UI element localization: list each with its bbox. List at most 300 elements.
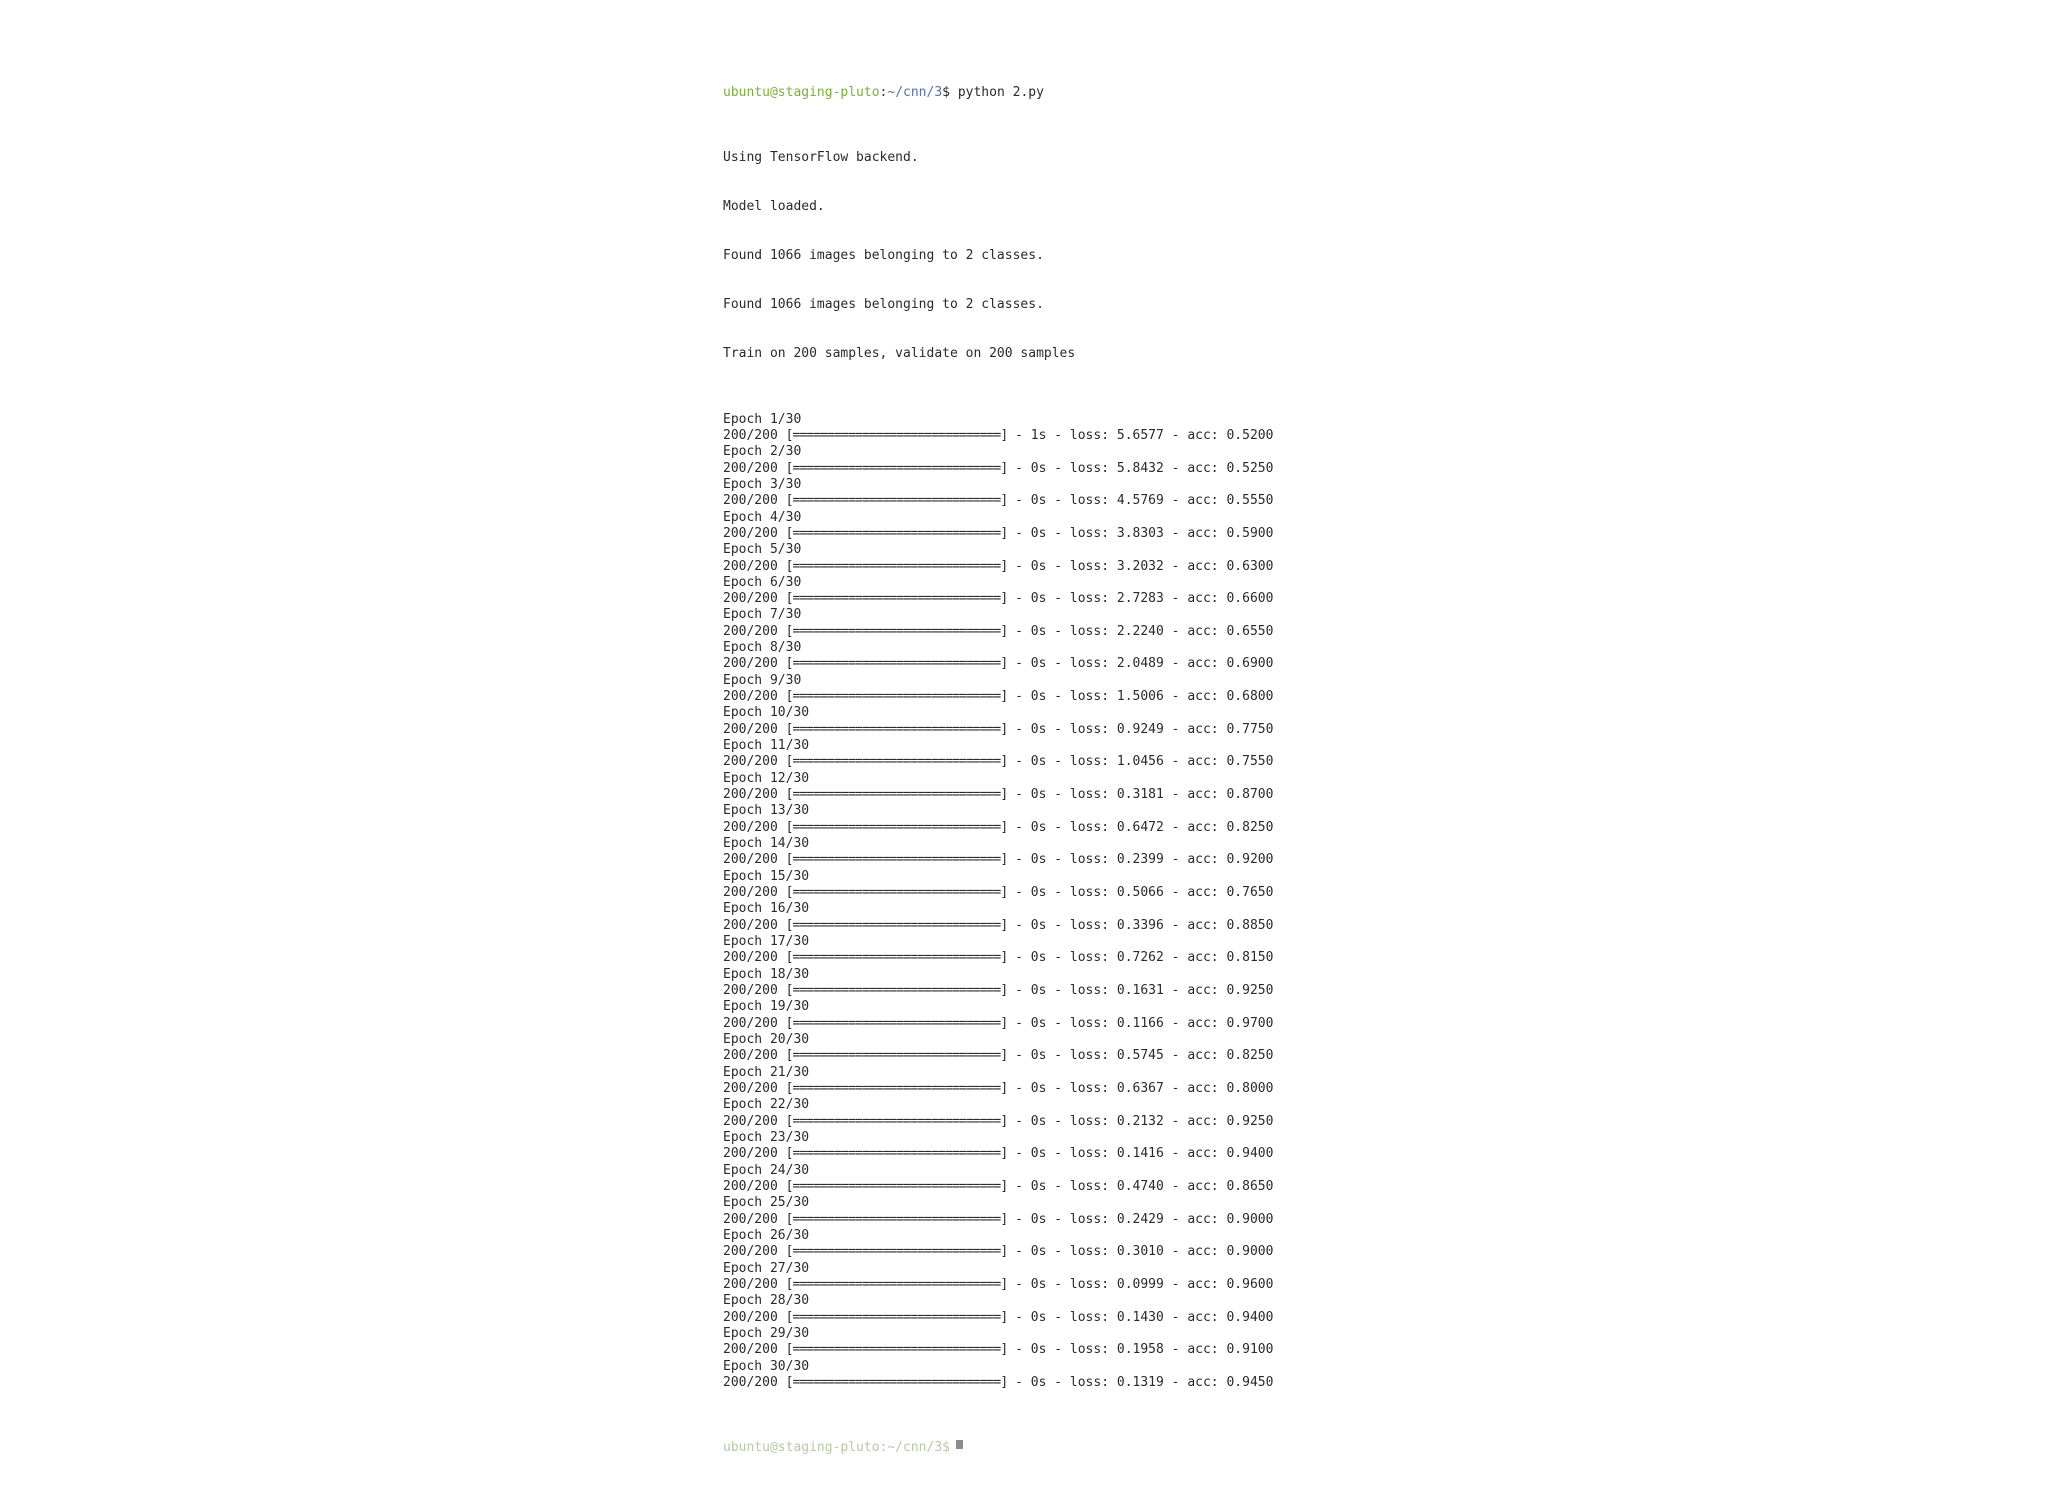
separator-dash: - bbox=[1054, 950, 1063, 966]
separator-dash: - bbox=[1015, 721, 1023, 737]
separator-dash: - bbox=[1054, 1276, 1063, 1292]
separator-dash: - bbox=[1171, 525, 1180, 541]
loss-value: 1.5006 bbox=[1116, 689, 1164, 705]
separator-dash: - bbox=[1015, 1276, 1023, 1292]
cursor-icon bbox=[956, 1440, 963, 1449]
separator-dash: - bbox=[1054, 852, 1063, 868]
separator-dash: - bbox=[1015, 525, 1023, 541]
prompt-command: python 2.py bbox=[957, 84, 1044, 100]
acc-value: 0.6900 bbox=[1226, 656, 1274, 672]
epoch-time: 0s bbox=[1030, 917, 1047, 933]
separator-dash: - bbox=[1015, 950, 1023, 966]
progress-bar: [==============================] bbox=[785, 1244, 1008, 1260]
epoch-header: Epoch 9/30 bbox=[723, 672, 802, 688]
acc-label: acc: bbox=[1187, 1113, 1219, 1129]
acc-value: 0.5550 bbox=[1226, 493, 1274, 509]
epoch-time: 0s bbox=[1030, 1113, 1047, 1129]
loss-label: loss: bbox=[1069, 1048, 1110, 1064]
loss-value: 0.3181 bbox=[1116, 787, 1164, 803]
acc-label: acc: bbox=[1187, 1211, 1219, 1227]
loss-label: loss: bbox=[1069, 852, 1110, 868]
epoch-log bbox=[723, 412, 1363, 1392]
acc-value: 0.6600 bbox=[1226, 591, 1274, 607]
acc-label: acc: bbox=[1187, 656, 1219, 672]
epoch-samples: 200/200 bbox=[723, 1309, 778, 1325]
loss-value: 0.2429 bbox=[1116, 1211, 1164, 1227]
acc-label: acc: bbox=[1187, 885, 1219, 901]
acc-value: 0.8250 bbox=[1226, 1048, 1274, 1064]
separator-dash: - bbox=[1054, 427, 1063, 443]
loss-value: 4.5769 bbox=[1116, 493, 1164, 509]
epoch-result bbox=[723, 1114, 1363, 1130]
acc-value: 0.9000 bbox=[1226, 1244, 1274, 1260]
epoch-header: Epoch 14/30 bbox=[723, 836, 810, 852]
separator-dash: - bbox=[1171, 1178, 1180, 1194]
progress-bar: [==============================] bbox=[785, 1015, 1008, 1031]
separator-dash: - bbox=[1054, 558, 1063, 574]
epoch-result bbox=[723, 1277, 1363, 1293]
epoch-samples: 200/200 bbox=[723, 983, 778, 999]
acc-value: 0.9100 bbox=[1226, 1342, 1274, 1358]
loss-label: loss: bbox=[1069, 1374, 1110, 1390]
separator-dash: - bbox=[1054, 591, 1063, 607]
progress-bar: [==============================] bbox=[785, 787, 1008, 803]
separator-dash: - bbox=[1015, 1342, 1023, 1358]
loss-value: 0.3396 bbox=[1116, 917, 1164, 933]
loss-label: loss: bbox=[1069, 1081, 1110, 1096]
epoch-result bbox=[723, 591, 1363, 607]
acc-label: acc: bbox=[1187, 983, 1219, 999]
loss-label: loss: bbox=[1069, 460, 1110, 476]
acc-label: acc: bbox=[1187, 558, 1219, 574]
epoch-result bbox=[723, 1375, 1363, 1391]
separator-dash: - bbox=[1015, 591, 1023, 607]
epoch-result bbox=[723, 689, 1363, 705]
epoch-time: 0s bbox=[1030, 558, 1047, 574]
epoch-samples: 200/200 bbox=[723, 623, 778, 639]
epoch-header: Epoch 11/30 bbox=[723, 738, 810, 754]
loss-label: loss: bbox=[1069, 917, 1110, 933]
loss-value: 3.8303 bbox=[1116, 525, 1164, 541]
epoch-samples: 200/200 bbox=[723, 493, 778, 509]
progress-bar: [==============================] bbox=[785, 819, 1008, 835]
acc-label: acc: bbox=[1187, 1178, 1219, 1194]
epoch-samples: 200/200 bbox=[723, 689, 778, 705]
progress-bar: [==============================] bbox=[785, 1211, 1008, 1227]
loss-value: 0.6472 bbox=[1116, 819, 1164, 835]
loss-value: 0.1430 bbox=[1116, 1309, 1164, 1325]
epoch-time: 0s bbox=[1030, 460, 1047, 476]
epoch-samples: 200/200 bbox=[723, 1081, 778, 1096]
separator-dash: - bbox=[1054, 656, 1063, 672]
separator-dash: - bbox=[1054, 1374, 1063, 1390]
epoch-header: Epoch 19/30 bbox=[723, 999, 810, 1015]
separator-dash: - bbox=[1015, 493, 1023, 509]
loss-label: loss: bbox=[1069, 1113, 1110, 1129]
separator-dash: - bbox=[1171, 493, 1180, 509]
acc-label: acc: bbox=[1187, 721, 1219, 737]
epoch-samples: 200/200 bbox=[723, 917, 778, 933]
acc-label: acc: bbox=[1187, 1146, 1219, 1162]
loss-value: 0.5745 bbox=[1116, 1048, 1164, 1064]
epoch-result bbox=[723, 461, 1363, 477]
progress-bar: [==============================] bbox=[785, 950, 1008, 966]
epoch-header: Epoch 4/30 bbox=[723, 509, 802, 525]
loss-label: loss: bbox=[1069, 427, 1110, 443]
epoch-header: Epoch 21/30 bbox=[723, 1064, 810, 1080]
loss-label: loss: bbox=[1069, 983, 1110, 999]
loss-label: loss: bbox=[1069, 1276, 1110, 1292]
separator-dash: - bbox=[1015, 1113, 1023, 1129]
loss-value: 0.5066 bbox=[1116, 885, 1164, 901]
separator-dash: - bbox=[1054, 623, 1063, 639]
output-line: Using TensorFlow backend. bbox=[723, 150, 919, 166]
progress-bar: [==============================] bbox=[785, 917, 1008, 933]
acc-label: acc: bbox=[1187, 917, 1219, 933]
loss-value: 0.9249 bbox=[1116, 721, 1164, 737]
separator-dash: - bbox=[1015, 1015, 1023, 1031]
loss-value: 0.1631 bbox=[1116, 983, 1164, 999]
acc-value: 0.9250 bbox=[1226, 1113, 1274, 1129]
epoch-time: 0s bbox=[1030, 1015, 1047, 1031]
epoch-samples: 200/200 bbox=[723, 819, 778, 835]
acc-value: 0.7750 bbox=[1226, 721, 1274, 737]
loss-value: 0.0999 bbox=[1116, 1276, 1164, 1292]
loss-value: 3.2032 bbox=[1116, 558, 1164, 574]
separator-dash: - bbox=[1171, 819, 1180, 835]
command-line bbox=[723, 85, 1363, 101]
loss-label: loss: bbox=[1069, 787, 1110, 803]
epoch-result bbox=[723, 493, 1363, 509]
progress-bar: [==============================] bbox=[785, 525, 1008, 541]
epoch-result bbox=[723, 918, 1363, 934]
separator-dash: - bbox=[1015, 1374, 1023, 1390]
progress-bar: [==============================] bbox=[785, 1178, 1008, 1194]
loss-value: 0.1416 bbox=[1116, 1146, 1164, 1162]
epoch-result bbox=[723, 1081, 1363, 1097]
epoch-samples: 200/200 bbox=[723, 525, 778, 541]
epoch-samples: 200/200 bbox=[723, 1244, 778, 1260]
epoch-result bbox=[723, 526, 1363, 542]
loss-label: loss: bbox=[1069, 721, 1110, 737]
loss-value: 2.7283 bbox=[1116, 591, 1164, 607]
loss-value: 0.3010 bbox=[1116, 1244, 1164, 1260]
separator-dash: - bbox=[1054, 689, 1063, 705]
epoch-samples: 200/200 bbox=[723, 950, 778, 966]
progress-bar: [==============================] bbox=[785, 460, 1008, 476]
epoch-time: 0s bbox=[1030, 819, 1047, 835]
epoch-result bbox=[723, 885, 1363, 901]
epoch-time: 0s bbox=[1030, 623, 1047, 639]
trailing-prompt bbox=[723, 1440, 1363, 1456]
acc-value: 0.5250 bbox=[1226, 460, 1274, 476]
progress-bar: [==============================] bbox=[785, 623, 1008, 639]
loss-value: 2.2240 bbox=[1116, 623, 1164, 639]
separator-dash: - bbox=[1171, 983, 1180, 999]
epoch-header: Epoch 5/30 bbox=[723, 542, 802, 558]
separator-dash: - bbox=[1171, 460, 1180, 476]
separator-dash: - bbox=[1015, 427, 1023, 443]
loss-label: loss: bbox=[1069, 950, 1110, 966]
epoch-header: Epoch 30/30 bbox=[723, 1358, 810, 1374]
loss-value: 0.6367 bbox=[1116, 1081, 1164, 1096]
acc-value: 0.8650 bbox=[1226, 1178, 1274, 1194]
epoch-header: Epoch 24/30 bbox=[723, 1162, 810, 1178]
separator-dash: - bbox=[1054, 1048, 1063, 1064]
separator-dash: - bbox=[1015, 819, 1023, 835]
epoch-header: Epoch 20/30 bbox=[723, 1032, 810, 1048]
loss-value: 0.1319 bbox=[1116, 1374, 1164, 1390]
epoch-header: Epoch 15/30 bbox=[723, 868, 810, 884]
acc-value: 0.8150 bbox=[1226, 950, 1274, 966]
epoch-time: 0s bbox=[1030, 525, 1047, 541]
progress-bar: [==============================] bbox=[785, 1146, 1008, 1162]
epoch-result bbox=[723, 1310, 1363, 1326]
loss-label: loss: bbox=[1069, 754, 1110, 770]
separator-dash: - bbox=[1054, 754, 1063, 770]
epoch-time: 0s bbox=[1030, 983, 1047, 999]
acc-label: acc: bbox=[1187, 1244, 1219, 1260]
epoch-result bbox=[723, 852, 1363, 868]
epoch-result bbox=[723, 656, 1363, 672]
epoch-samples: 200/200 bbox=[723, 460, 778, 476]
epoch-time: 0s bbox=[1030, 1146, 1047, 1162]
epoch-header: Epoch 13/30 bbox=[723, 803, 810, 819]
progress-bar: [==============================] bbox=[785, 1276, 1008, 1292]
progress-bar: [==============================] bbox=[785, 885, 1008, 901]
progress-bar: [==============================] bbox=[785, 493, 1008, 509]
acc-label: acc: bbox=[1187, 1374, 1219, 1390]
progress-bar: [==============================] bbox=[785, 558, 1008, 574]
loss-label: loss: bbox=[1069, 1309, 1110, 1325]
loss-label: loss: bbox=[1069, 493, 1110, 509]
progress-bar: [==============================] bbox=[785, 427, 1008, 443]
separator-dash: - bbox=[1015, 1081, 1023, 1096]
loss-value: 1.0456 bbox=[1116, 754, 1164, 770]
separator-dash: - bbox=[1054, 460, 1063, 476]
acc-value: 0.9600 bbox=[1226, 1276, 1274, 1292]
separator-dash: - bbox=[1054, 1309, 1063, 1325]
loss-label: loss: bbox=[1069, 525, 1110, 541]
output-line: Model loaded. bbox=[723, 199, 825, 215]
progress-bar: [==============================] bbox=[785, 1048, 1008, 1064]
epoch-result bbox=[723, 1342, 1363, 1358]
separator-dash: - bbox=[1054, 1146, 1063, 1162]
separator-dash: - bbox=[1015, 460, 1023, 476]
separator-dash: - bbox=[1015, 1146, 1023, 1162]
separator-dash: - bbox=[1015, 754, 1023, 770]
epoch-result bbox=[723, 983, 1363, 999]
loss-label: loss: bbox=[1069, 1146, 1110, 1162]
output-line: Train on 200 samples, validate on 200 samples bbox=[723, 346, 1076, 362]
separator-dash: - bbox=[1171, 591, 1180, 607]
loss-label: loss: bbox=[1069, 1342, 1110, 1358]
acc-label: acc: bbox=[1187, 493, 1219, 509]
separator-dash: - bbox=[1171, 950, 1180, 966]
separator-dash: - bbox=[1171, 623, 1180, 639]
epoch-result bbox=[723, 754, 1363, 770]
acc-label: acc: bbox=[1187, 525, 1219, 541]
acc-value: 0.8000 bbox=[1226, 1081, 1274, 1096]
loss-value: 5.6577 bbox=[1116, 427, 1164, 443]
acc-value: 0.6550 bbox=[1226, 623, 1274, 639]
epoch-time: 0s bbox=[1030, 1081, 1047, 1096]
separator-dash: - bbox=[1171, 1276, 1180, 1292]
acc-value: 0.7550 bbox=[1226, 754, 1274, 770]
separator-dash: - bbox=[1171, 852, 1180, 868]
acc-value: 0.6300 bbox=[1226, 558, 1274, 574]
epoch-header: Epoch 7/30 bbox=[723, 607, 802, 623]
prompt-path: ~/cnn/3 bbox=[887, 84, 943, 100]
epoch-samples: 200/200 bbox=[723, 591, 778, 607]
separator-dash: - bbox=[1015, 1178, 1023, 1194]
loss-value: 0.2399 bbox=[1116, 852, 1164, 868]
epoch-result bbox=[723, 1016, 1363, 1032]
epoch-time: 0s bbox=[1030, 1276, 1047, 1292]
separator-dash: - bbox=[1054, 1015, 1063, 1031]
acc-value: 0.8250 bbox=[1226, 819, 1274, 835]
epoch-time: 0s bbox=[1030, 1211, 1047, 1227]
epoch-header: Epoch 29/30 bbox=[723, 1325, 810, 1341]
acc-label: acc: bbox=[1187, 1048, 1219, 1064]
epoch-result bbox=[723, 1244, 1363, 1260]
separator-dash: - bbox=[1054, 721, 1063, 737]
separator-dash: - bbox=[1015, 1211, 1023, 1227]
separator-dash: - bbox=[1171, 721, 1180, 737]
epoch-time: 0s bbox=[1030, 787, 1047, 803]
separator-dash: - bbox=[1015, 917, 1023, 933]
acc-label: acc: bbox=[1187, 427, 1219, 443]
separator-dash: - bbox=[1015, 852, 1023, 868]
separator-dash: - bbox=[1171, 787, 1180, 803]
separator-dash: - bbox=[1171, 558, 1180, 574]
epoch-time: 0s bbox=[1030, 1342, 1047, 1358]
separator-dash: - bbox=[1054, 787, 1063, 803]
loss-label: loss: bbox=[1069, 1244, 1110, 1260]
epoch-time: 0s bbox=[1030, 1309, 1047, 1325]
separator-dash: - bbox=[1054, 1244, 1063, 1260]
loss-value: 0.1166 bbox=[1116, 1015, 1164, 1031]
loss-label: loss: bbox=[1069, 819, 1110, 835]
epoch-header: Epoch 8/30 bbox=[723, 640, 802, 656]
terminal-window[interactable] bbox=[723, 36, 1363, 1456]
epoch-header: Epoch 3/30 bbox=[723, 476, 802, 492]
epoch-result bbox=[723, 1146, 1363, 1162]
epoch-time: 0s bbox=[1030, 1178, 1047, 1194]
acc-label: acc: bbox=[1187, 819, 1219, 835]
acc-value: 0.9700 bbox=[1226, 1015, 1274, 1031]
epoch-samples: 200/200 bbox=[723, 1211, 778, 1227]
loss-label: loss: bbox=[1069, 885, 1110, 901]
epoch-samples: 200/200 bbox=[723, 1374, 778, 1390]
epoch-header: Epoch 2/30 bbox=[723, 444, 802, 460]
loss-label: loss: bbox=[1069, 1015, 1110, 1031]
epoch-samples: 200/200 bbox=[723, 1015, 778, 1031]
loss-value: 5.8432 bbox=[1116, 460, 1164, 476]
separator-dash: - bbox=[1054, 885, 1063, 901]
separator-dash: - bbox=[1054, 1211, 1063, 1227]
epoch-time: 0s bbox=[1030, 591, 1047, 607]
acc-label: acc: bbox=[1187, 591, 1219, 607]
epoch-samples: 200/200 bbox=[723, 1146, 778, 1162]
separator-dash: - bbox=[1015, 656, 1023, 672]
acc-label: acc: bbox=[1187, 950, 1219, 966]
separator-dash: - bbox=[1015, 1048, 1023, 1064]
separator-dash: - bbox=[1015, 983, 1023, 999]
epoch-samples: 200/200 bbox=[723, 787, 778, 803]
acc-value: 0.5200 bbox=[1226, 427, 1274, 443]
acc-label: acc: bbox=[1187, 754, 1219, 770]
progress-bar: [==============================] bbox=[785, 689, 1008, 705]
separator-dash: - bbox=[1171, 1081, 1180, 1096]
epoch-time: 0s bbox=[1030, 852, 1047, 868]
progress-bar: [==============================] bbox=[785, 1309, 1008, 1325]
loss-label: loss: bbox=[1069, 656, 1110, 672]
progress-bar: [==============================] bbox=[785, 1342, 1008, 1358]
epoch-samples: 200/200 bbox=[723, 427, 778, 443]
progress-bar: [==============================] bbox=[785, 1113, 1008, 1129]
trailing-prompt-text: ubuntu@staging-pluto:~/cnn/3$ bbox=[723, 1440, 950, 1456]
epoch-header: Epoch 10/30 bbox=[723, 705, 810, 721]
epoch-header: Epoch 16/30 bbox=[723, 901, 810, 917]
epoch-samples: 200/200 bbox=[723, 1178, 778, 1194]
epoch-time: 0s bbox=[1030, 950, 1047, 966]
epoch-result bbox=[723, 624, 1363, 640]
acc-value: 0.8850 bbox=[1226, 917, 1274, 933]
separator-dash: - bbox=[1171, 1374, 1180, 1390]
epoch-samples: 200/200 bbox=[723, 852, 778, 868]
separator-dash: - bbox=[1171, 917, 1180, 933]
epoch-time: 0s bbox=[1030, 689, 1047, 705]
epoch-samples: 200/200 bbox=[723, 754, 778, 770]
epoch-time: 0s bbox=[1030, 1048, 1047, 1064]
separator-dash: - bbox=[1054, 1081, 1063, 1096]
progress-bar: [==============================] bbox=[785, 1374, 1008, 1390]
epoch-samples: 200/200 bbox=[723, 1048, 778, 1064]
loss-value: 0.4740 bbox=[1116, 1178, 1164, 1194]
loss-label: loss: bbox=[1069, 591, 1110, 607]
epoch-time: 0s bbox=[1030, 1374, 1047, 1390]
epoch-header: Epoch 26/30 bbox=[723, 1227, 810, 1243]
separator-dash: - bbox=[1171, 427, 1180, 443]
separator-dash: - bbox=[1054, 983, 1063, 999]
separator-dash: - bbox=[1054, 1178, 1063, 1194]
acc-label: acc: bbox=[1187, 787, 1219, 803]
separator-dash: - bbox=[1171, 885, 1180, 901]
separator-dash: - bbox=[1054, 493, 1063, 509]
progress-bar: [==============================] bbox=[785, 591, 1008, 607]
acc-label: acc: bbox=[1187, 460, 1219, 476]
acc-value: 0.7650 bbox=[1226, 885, 1274, 901]
acc-value: 0.9200 bbox=[1226, 852, 1274, 868]
epoch-result bbox=[723, 1179, 1363, 1195]
acc-value: 0.9400 bbox=[1226, 1146, 1274, 1162]
separator-dash: - bbox=[1171, 1342, 1180, 1358]
epoch-samples: 200/200 bbox=[723, 1276, 778, 1292]
acc-value: 0.6800 bbox=[1226, 689, 1274, 705]
separator-dash: - bbox=[1054, 1113, 1063, 1129]
separator-dash: - bbox=[1171, 1309, 1180, 1325]
acc-value: 0.9400 bbox=[1226, 1309, 1274, 1325]
epoch-header: Epoch 23/30 bbox=[723, 1129, 810, 1145]
acc-value: 0.9250 bbox=[1226, 983, 1274, 999]
separator-dash: - bbox=[1054, 525, 1063, 541]
output-line: Found 1066 images belonging to 2 classes. bbox=[723, 248, 1044, 264]
acc-value: 0.9000 bbox=[1226, 1211, 1274, 1227]
acc-label: acc: bbox=[1187, 689, 1219, 705]
separator-dash: - bbox=[1171, 1146, 1180, 1162]
epoch-header: Epoch 27/30 bbox=[723, 1260, 810, 1276]
